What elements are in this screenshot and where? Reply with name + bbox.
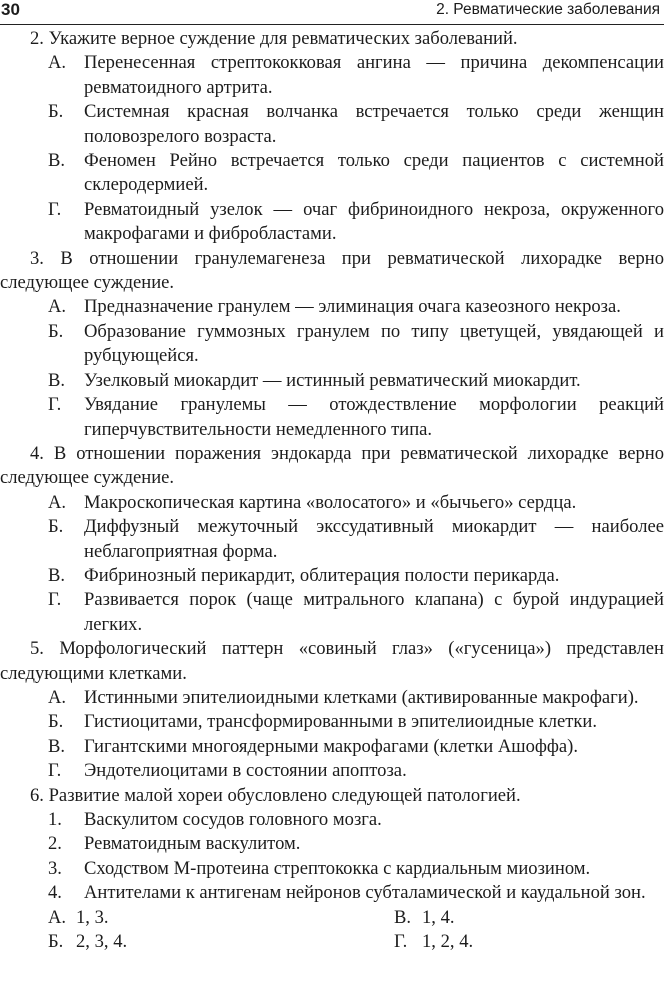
option-label: Г. <box>48 760 62 782</box>
page-number: 30 <box>1 0 20 19</box>
option-text: Фибринозный перикардит, облитерация полости перикарда. <box>84 564 560 586</box>
answer-option <box>0 198 664 247</box>
section-title: 2. Ревматические заболевания <box>436 1 660 18</box>
answer-option <box>0 515 664 564</box>
answer-combination <box>48 906 394 930</box>
combination-text: 1, 3. <box>76 906 109 928</box>
answer-option <box>0 832 664 856</box>
option-label: А. <box>48 296 67 318</box>
answer-option <box>0 100 664 149</box>
combination-text: 1, 4. <box>422 906 455 928</box>
combination-label: Б. <box>48 931 64 953</box>
option-text: Гистиоцитами, трансформированными в эпителиоидные клетки. <box>84 711 597 733</box>
answer-option <box>0 320 664 369</box>
question-2 <box>0 27 664 247</box>
answer-option <box>0 735 664 759</box>
answer-combination <box>48 930 394 954</box>
option-text: Развивается порок (чаще митрального клапана) с бурой индурацией легких. <box>84 589 664 635</box>
option-label: 3. <box>48 857 62 879</box>
answer-option <box>0 295 664 319</box>
answer-option <box>0 857 664 881</box>
option-label: 2. <box>48 833 62 855</box>
option-label: А. <box>48 52 67 74</box>
answer-option <box>0 588 664 637</box>
option-text: Диффузный межуточный экссудативный миокардит — наиболее неблагоприятная форма. <box>84 516 664 562</box>
option-label: Б. <box>48 101 64 123</box>
answer-option <box>0 149 664 198</box>
option-text: Увядание гранулемы — отождествление морфологии реакций гиперчувствительности немедленного типа. <box>84 394 664 440</box>
question-4 <box>0 442 664 637</box>
answer-option <box>0 808 664 832</box>
option-label: Б. <box>48 711 64 733</box>
question-5 <box>0 637 664 783</box>
question-text: 2. Укажите верное суждение для ревматических заболеваний. <box>30 28 518 49</box>
answer-option <box>0 369 664 393</box>
question-3 <box>0 247 664 442</box>
option-text: Ревматоидный узелок — очаг фибриноидного некроза, окруженного макрофагами и фибробластами. <box>84 198 664 245</box>
page-content <box>0 27 664 954</box>
option-text: Гигантскими многоядерными макрофагами (клетки Ашоффа). <box>84 735 578 757</box>
option-text: Образование гуммозных гранулем по типу цветущей, увядающей и рубцующейся. <box>84 320 664 367</box>
answer-option <box>0 491 664 515</box>
option-label: В. <box>48 735 66 757</box>
option-text: Узелковый миокардит — истинный ревматический миокардит. <box>84 369 581 391</box>
option-text: Антителами к антигенам нейронов субталамической и каудальной зон. <box>84 882 646 904</box>
option-text: Феномен Рейно встречается только среди пациентов с системной склеродермией. <box>84 150 664 196</box>
option-text: Ревматоидным васкулитом. <box>84 833 301 855</box>
answer-option <box>0 759 664 783</box>
combination-label: Г. <box>394 931 408 953</box>
combination-text: 1, 2, 4. <box>422 931 474 953</box>
option-text: Макроскопическая картина «волосатого» и «бычьего» сердца. <box>84 491 577 513</box>
combination-label: В. <box>394 906 412 928</box>
question-text: 4. В отношении поражения эндокарда при ревматической лихорадке верно следующее суждение. <box>0 442 664 489</box>
combination-label: А. <box>48 906 67 928</box>
question-text: 3. В отношении гранулемагенеза при ревматической лихорадке верно следующее суждение. <box>0 247 664 294</box>
option-text: Сходством М-протеина стрептококка с кардиальным миозином. <box>84 857 591 879</box>
answer-combination <box>394 906 664 930</box>
option-label: Г. <box>48 394 62 416</box>
answer-option <box>0 686 664 710</box>
combination-text: 2, 3, 4. <box>76 931 128 953</box>
option-text: Истинными эпителиоидными клетками (активированные макрофаги). <box>84 686 639 708</box>
option-text: Системная красная волчанка встречается только среди женщин половозрелого возраста. <box>84 101 664 147</box>
option-label: 1. <box>48 809 62 830</box>
question-6 <box>0 784 664 955</box>
option-label: Б. <box>48 516 64 538</box>
answer-option <box>0 51 664 100</box>
option-text: Предназначение гранулем — элиминация очага казеозного некроза. <box>84 296 621 318</box>
option-label: 4. <box>48 882 62 904</box>
page-header <box>0 0 664 25</box>
option-label: Б. <box>48 320 64 342</box>
option-text: Васкулитом сосудов головного мозга. <box>84 809 382 830</box>
option-label: А. <box>48 686 67 708</box>
option-label: Г. <box>48 198 62 220</box>
answer-combinations-row <box>0 930 664 954</box>
answer-combinations-row <box>0 906 664 930</box>
answer-combination <box>394 930 664 954</box>
option-label: В. <box>48 564 66 586</box>
answer-option <box>0 710 664 734</box>
option-label: В. <box>48 369 66 391</box>
answer-option <box>0 881 664 905</box>
option-text: Эндотелиоцитами в состоянии апоптоза. <box>84 760 407 782</box>
answer-option <box>0 564 664 588</box>
option-label: В. <box>48 150 66 172</box>
question-text: 6. Развитие малой хореи обусловлено следующей патологией. <box>30 784 521 806</box>
answer-option <box>0 393 664 442</box>
question-text: 5. Морфологический паттерн «совиный глаз» («гусеница») представлен следующими клетками. <box>0 638 664 684</box>
option-text: Перенесенная стрептококковая ангина — причина декомпенсации ревматоидного артрита. <box>84 52 664 98</box>
option-label: Г. <box>48 589 62 611</box>
option-label: А. <box>48 491 67 513</box>
